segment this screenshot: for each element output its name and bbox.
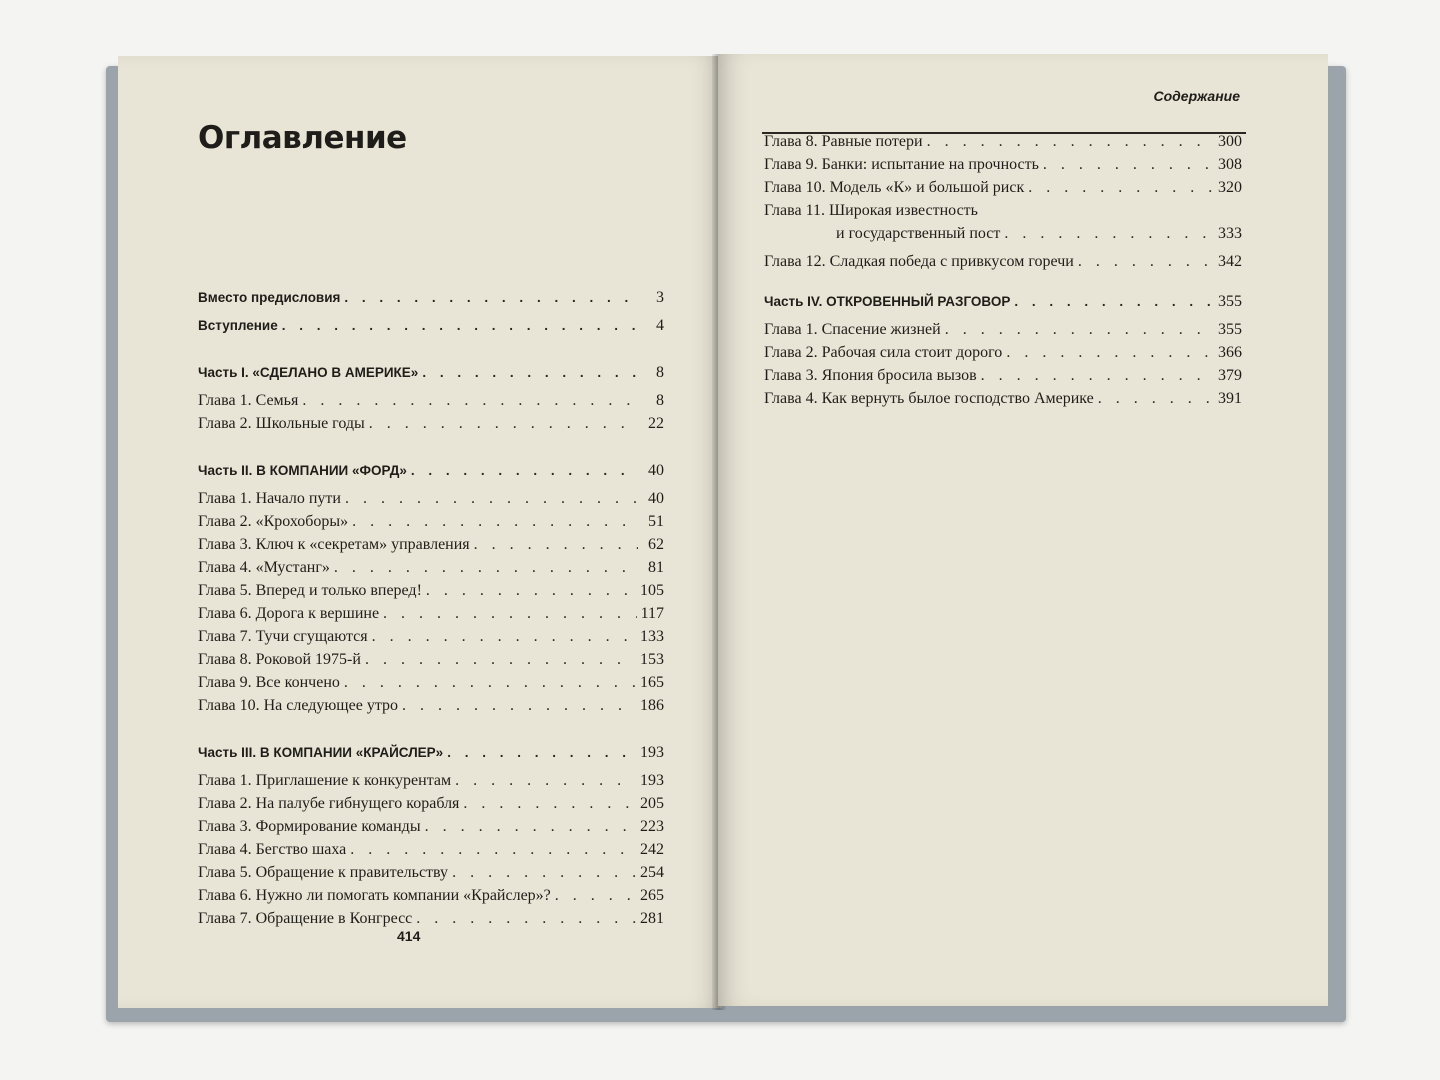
table-of-contents-continued (764, 130, 1242, 410)
toc-page-number: 40 (648, 462, 664, 479)
toc-page-number: 355 (1218, 321, 1242, 338)
toc-page-number: 153 (640, 651, 664, 668)
toc-page-number: 223 (640, 818, 664, 835)
toc-chapter (198, 694, 664, 717)
toc-label: Вступление (198, 318, 278, 333)
toc-page-number: 117 (640, 605, 664, 622)
toc-front-matter (198, 286, 664, 309)
dot-leader (344, 286, 638, 309)
dot-leader (474, 533, 638, 556)
toc-page-number: 342 (1218, 253, 1242, 270)
toc-chapter (764, 341, 1242, 364)
toc-page-number: 40 (648, 490, 664, 507)
toc-chapter (198, 579, 664, 602)
toc-chapter (764, 387, 1242, 410)
toc-page-number: 51 (648, 513, 664, 530)
toc-label: Глава 3. Ключ к «секретам» управления (198, 536, 470, 553)
toc-label: Часть II. В КОМПАНИИ «ФОРД» (198, 463, 407, 478)
toc-page-number: 62 (648, 536, 664, 553)
dot-leader (344, 671, 636, 694)
toc-label: Глава 6. Нужно ли помогать компании «Крайслер»? (198, 887, 551, 904)
toc-chapter (198, 510, 664, 533)
toc-label: Глава 3. Формирование команды (198, 818, 421, 835)
toc-page-number: 105 (640, 582, 664, 599)
toc-chapter (764, 130, 1242, 153)
toc-label: Часть III. В КОМПАНИИ «КРАЙСЛЕР» (198, 745, 444, 760)
toc-chapter (198, 884, 664, 907)
toc-page-number: 193 (640, 744, 664, 761)
toc-chapter (198, 671, 664, 694)
toc-label: Часть IV. ОТКРОВЕННЫЙ РАЗГОВОР (764, 294, 1011, 309)
toc-chapter (764, 199, 1242, 222)
page-title: Оглавление (198, 120, 407, 156)
dot-leader (455, 769, 636, 792)
toc-page-number: 22 (648, 415, 664, 432)
toc-page-number: 379 (1218, 367, 1242, 384)
dot-leader (1004, 222, 1214, 245)
dot-leader (447, 741, 636, 764)
toc-page-number: 8 (656, 392, 664, 409)
toc-label: Глава 1. Семья (198, 392, 299, 409)
toc-page-number: 355 (1218, 293, 1242, 310)
toc-label: Глава 10. Модель «К» и большой риск (764, 179, 1025, 196)
toc-page-number: 165 (640, 674, 664, 691)
dot-leader (426, 579, 636, 602)
dot-leader (372, 625, 636, 648)
dot-leader (352, 510, 638, 533)
dot-leader (334, 556, 638, 579)
toc-label: Часть I. «СДЕЛАНО В АМЕРИКЕ» (198, 365, 419, 380)
toc-label: Глава 4. Как вернуть былое господство Америке (764, 390, 1094, 407)
dot-leader (1043, 153, 1214, 176)
toc-page-number: 391 (1218, 390, 1242, 407)
toc-part-heading (198, 741, 664, 764)
toc-part-heading (198, 459, 664, 482)
toc-label: Глава 5. Вперед и только вперед! (198, 582, 422, 599)
toc-page-number: 320 (1218, 179, 1242, 196)
toc-page-number: 3 (656, 289, 664, 306)
toc-label: Глава 9. Банки: испытание на прочность (764, 156, 1039, 173)
running-head: Содержание (1153, 88, 1240, 104)
toc-label: Глава 4. Бегство шаха (198, 841, 347, 858)
toc-label: Глава 2. На палубе гибнущего корабля (198, 795, 460, 812)
toc-label: Глава 2. Рабочая сила стоит дорого (764, 344, 1003, 361)
toc-chapter (764, 250, 1242, 273)
toc-part-heading (764, 290, 1242, 313)
toc-label: Глава 7. Тучи сгущаются (198, 628, 368, 645)
toc-page-number: 265 (640, 887, 664, 904)
toc-chapter (198, 907, 664, 930)
toc-page-number: 366 (1218, 344, 1242, 361)
toc-part-heading (198, 361, 664, 384)
toc-chapter (198, 487, 664, 510)
dot-leader (411, 459, 638, 482)
dot-leader (945, 318, 1214, 341)
dot-leader (425, 815, 636, 838)
toc-page-number: 333 (1218, 225, 1242, 242)
toc-page-number: 193 (640, 772, 664, 789)
dot-leader (1078, 250, 1214, 273)
toc-chapter (764, 153, 1242, 176)
toc-chapter (198, 648, 664, 671)
toc-page-number: 254 (640, 864, 664, 881)
toc-chapter (198, 412, 664, 435)
toc-label: Вместо предисловия (198, 290, 341, 305)
toc-label: Глава 12. Сладкая победа с привкусом горечи (764, 253, 1074, 270)
toc-label: Глава 9. Все кончено (198, 674, 340, 691)
toc-chapter (198, 533, 664, 556)
dot-leader (555, 884, 636, 907)
page-number: 414 (397, 928, 421, 944)
dot-leader (350, 838, 636, 861)
toc-label: Глава 6. Дорога к вершине (198, 605, 380, 622)
toc-label: Глава 7. Обращение в Конгресс (198, 910, 413, 927)
toc-label: Глава 1. Приглашение к конкурентам (198, 772, 452, 789)
dot-leader (1028, 176, 1214, 199)
toc-label: и государственный пост (836, 225, 1001, 242)
toc-label: Глава 11. Широкая известность (764, 202, 978, 219)
toc-chapter (198, 602, 664, 625)
toc-chapter-continuation (764, 222, 1242, 245)
toc-label: Глава 2. Школьные годы (198, 415, 365, 432)
toc-chapter (198, 792, 664, 815)
toc-page-number: 242 (640, 841, 664, 858)
toc-label: Глава 5. Обращение к правительству (198, 864, 449, 881)
toc-page-number: 308 (1218, 156, 1242, 173)
toc-page-number: 133 (640, 628, 664, 645)
toc-page-number: 8 (656, 364, 664, 381)
dot-leader (422, 361, 638, 384)
toc-chapter (198, 769, 664, 792)
left-page (118, 56, 722, 1008)
dot-leader (282, 314, 638, 337)
toc-chapter (198, 625, 664, 648)
toc-chapter (198, 556, 664, 579)
dot-leader (1014, 290, 1214, 313)
dot-leader (452, 861, 636, 884)
toc-page-number: 281 (640, 910, 664, 927)
toc-page-number: 81 (648, 559, 664, 576)
dot-leader (369, 412, 638, 435)
dot-leader (1098, 387, 1214, 410)
dot-leader (981, 364, 1214, 387)
toc-label: Глава 2. «Крохоборы» (198, 513, 349, 530)
dot-leader (365, 648, 636, 671)
toc-chapter (198, 838, 664, 861)
toc-chapter (198, 389, 664, 412)
dot-leader (1006, 341, 1214, 364)
table-of-contents (198, 286, 664, 930)
toc-chapter (198, 861, 664, 884)
toc-page-number: 186 (640, 697, 664, 714)
toc-label: Глава 1. Спасение жизней (764, 321, 941, 338)
toc-label: Глава 4. «Мустанг» (198, 559, 330, 576)
toc-front-matter (198, 314, 664, 337)
toc-label: Глава 1. Начало пути (198, 490, 341, 507)
toc-page-number: 4 (656, 317, 664, 334)
toc-page-number: 205 (640, 795, 664, 812)
dot-leader (383, 602, 637, 625)
dot-leader (927, 130, 1214, 153)
right-page (718, 54, 1328, 1006)
toc-label: Глава 3. Япония бросила вызов (764, 367, 977, 384)
toc-chapter (764, 176, 1242, 199)
toc-chapter (764, 318, 1242, 341)
toc-chapter (764, 364, 1242, 387)
toc-label: Глава 10. На следующее утро (198, 697, 399, 714)
dot-leader (345, 487, 638, 510)
toc-chapter (198, 815, 664, 838)
dot-leader (402, 694, 636, 717)
dot-leader (302, 389, 638, 412)
toc-label: Глава 8. Равные потери (764, 133, 923, 150)
toc-page-number: 300 (1218, 133, 1242, 150)
dot-leader (416, 907, 636, 930)
toc-label: Глава 8. Роковой 1975-й (198, 651, 361, 668)
dot-leader (463, 792, 636, 815)
